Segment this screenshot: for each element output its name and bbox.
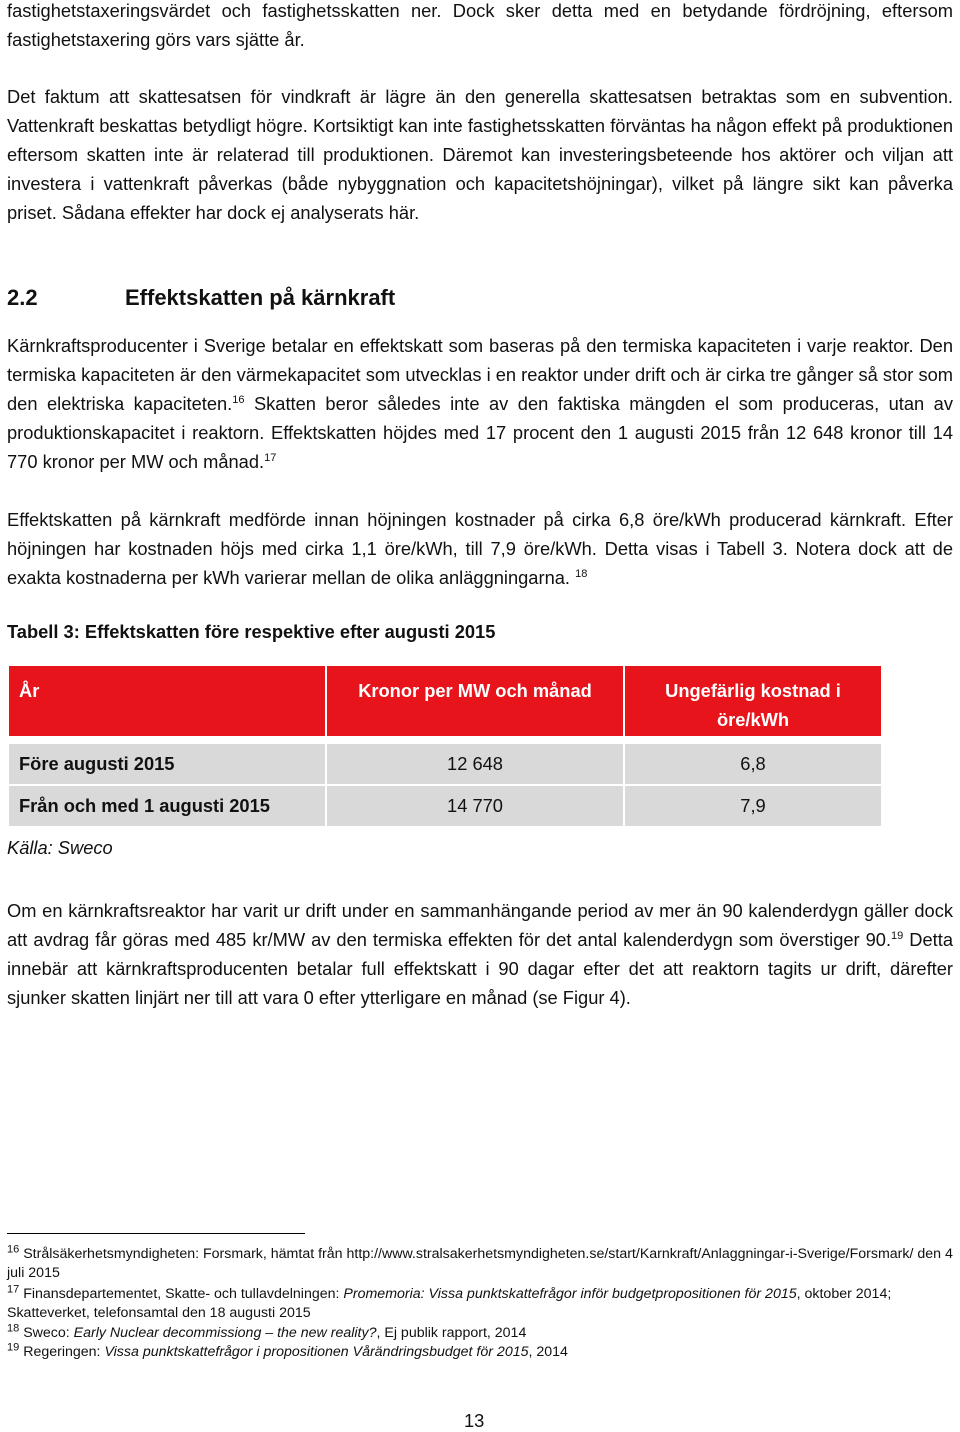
- footnote-text: , 2014: [528, 1344, 568, 1360]
- footnote-number: 18: [7, 1322, 20, 1335]
- footnote-number: 16: [7, 1243, 20, 1256]
- table-caption: Tabell 3: Effektskatten före respektive efter augusti 2015: [7, 621, 496, 642]
- footnote-number: 19: [7, 1341, 20, 1354]
- table-row: [9, 744, 881, 784]
- footnote-title: Vissa punktskattefrågor i propositionen Vårändringsbudget för 2015: [104, 1344, 529, 1360]
- paragraph-kostnader: [7, 505, 953, 592]
- tax-table: [7, 664, 883, 828]
- footnote-number: 17: [7, 1283, 20, 1296]
- paragraph-text: Om en kärnkraftsreaktor har varit ur drift under en sammanhängande period av mer än 90 kalenderdygn gäller dock att avdrag får göras med 485 kr/MW av den termiska effekten för det antal kalenderdygn som överstiger 90.: [7, 900, 953, 950]
- row-label: Före augusti 2015: [9, 744, 325, 784]
- footnote-ref-18[interactable]: 18: [575, 567, 588, 580]
- paragraph-effektskatt: [7, 331, 953, 476]
- footnote-divider: [7, 1233, 305, 1234]
- row-label: Från och med 1 augusti 2015: [9, 786, 325, 826]
- paragraph-vindkraft: Det faktum att skattesatsen för vindkraft är lägre än den generella skattesatsen betraktas som en subvention. Vattenkraft beskattas betydligt högre. Kortsiktigt kan inte fastighetsskatten förväntas ha någon effekt på produktionen eftersom skatten inte är relaterad till produktionen. Däremot kan investeringsbeteende hos aktörer och viljan att investera i vattenkraft påverkas (både nybyggnation och kapacitetshöjningar), vilket på längre sikt kan påverka priset. Sådana effekter har dock ej analyserats här.: [7, 86, 953, 223]
- footnote-19: [7, 1343, 953, 1362]
- table-row: [9, 786, 881, 826]
- paragraph-intro-continuation: fastighetstaxeringsvärdet och fastighetsskatten ner. Dock sker detta med en betydande fördröjning, eftersom fastighetstaxering görs vars sjätte år.: [7, 0, 953, 50]
- footnote-title: Promemoria: Vissa punktskattefrågor inför budgetpropositionen för 2015: [343, 1286, 797, 1302]
- paragraph-text: Effektskatten på kärnkraft medförde innan höjningen kostnader på cirka 6,8 öre/kWh producerad kärnkraft. Efter höjningen har kostnaden höjs med cirka 1,1 öre/kWh, till 7,9 öre/kWh. Detta visas i Tabell 3. Notera dock att de exakta kostnaderna per kWh varierar mellan de olika anläggningarna.: [7, 509, 953, 588]
- footnote-title: Early Nuclear decommissiong – the new reality?: [73, 1325, 377, 1341]
- footnote-text: Finansdepartementet, Skatte- och tullavdelningen:: [19, 1286, 344, 1302]
- footnote-18: [7, 1324, 953, 1343]
- paragraph-text: Skatten beror således inte av den faktiska mängden el som produceras, utan av produktionskapacitet i reaktorn. Effektskatten höjdes med 17 procent den 1 augusti 2015 från 12 648 kronor till 14 770 kronor per MW och månad.: [7, 393, 953, 472]
- footnote-ref-19[interactable]: 19: [891, 929, 904, 942]
- row-kronor: 12 648: [327, 744, 623, 784]
- paragraph-text: Kärnkraftsproducenter i Sverige betalar en effektskatt som baseras på den termiska kapaciteten i varje reaktor. Den termiska kapaciteten är den värmekapacitet som utvecklas i en reaktor under drift och är cirka tre gånger så stor som den elektriska kapaciteten.: [7, 335, 953, 414]
- row-kronor: 14 770: [327, 786, 623, 826]
- section-heading: [7, 283, 395, 313]
- table-spacer-cell: [9, 738, 881, 742]
- table-source: Källa: Sweco: [7, 837, 113, 858]
- footnote-text: , oktober 2014; Skatteverket, telefonsamtal den 18 augusti 2015: [7, 1286, 892, 1321]
- footnote-text: Strålsäkerhetsmyndigheten: Forsmark, hämtat från http://www.stralsakerhetsmyndigheten.se/start/Karnkraft/Anlaggningar-i-Sverige/Forsmark/ den 4 juli 2015: [7, 1246, 953, 1281]
- header-kronor: Kronor per MW och månad: [327, 666, 623, 736]
- page-number: 13: [464, 1410, 485, 1431]
- footnote-text: , Ej publik rapport, 2014: [376, 1325, 527, 1341]
- section-title: Effektskatten på kärnkraft: [125, 285, 396, 310]
- header-cost: Ungefärlig kostnad i öre/kWh: [625, 666, 881, 736]
- footnote-17: [7, 1285, 953, 1323]
- table-spacer: [9, 738, 881, 742]
- footnote-16: [7, 1245, 953, 1283]
- footnote-ref-17[interactable]: 17: [264, 451, 277, 464]
- paragraph-avdrag: [7, 896, 953, 1012]
- header-year: År: [9, 666, 325, 736]
- section-number: 2.2: [7, 285, 38, 310]
- row-cost: 7,9: [625, 786, 881, 826]
- footnote-text: Regeringen:: [19, 1344, 105, 1360]
- paragraph-text: Detta innebär att kärnkraftsproducenten betalar full effektskatt i 90 dagar efter det att reaktorn tagits ur drift, därefter sjunker skatten linjärt ner till att vara 0 efter ytterligare en månad (se Figur 4).: [7, 929, 953, 1008]
- footnote-text: Sweco:: [19, 1325, 74, 1341]
- footnote-ref-16[interactable]: 16: [232, 393, 245, 406]
- table-header-row: [9, 666, 881, 736]
- row-cost: 6,8: [625, 744, 881, 784]
